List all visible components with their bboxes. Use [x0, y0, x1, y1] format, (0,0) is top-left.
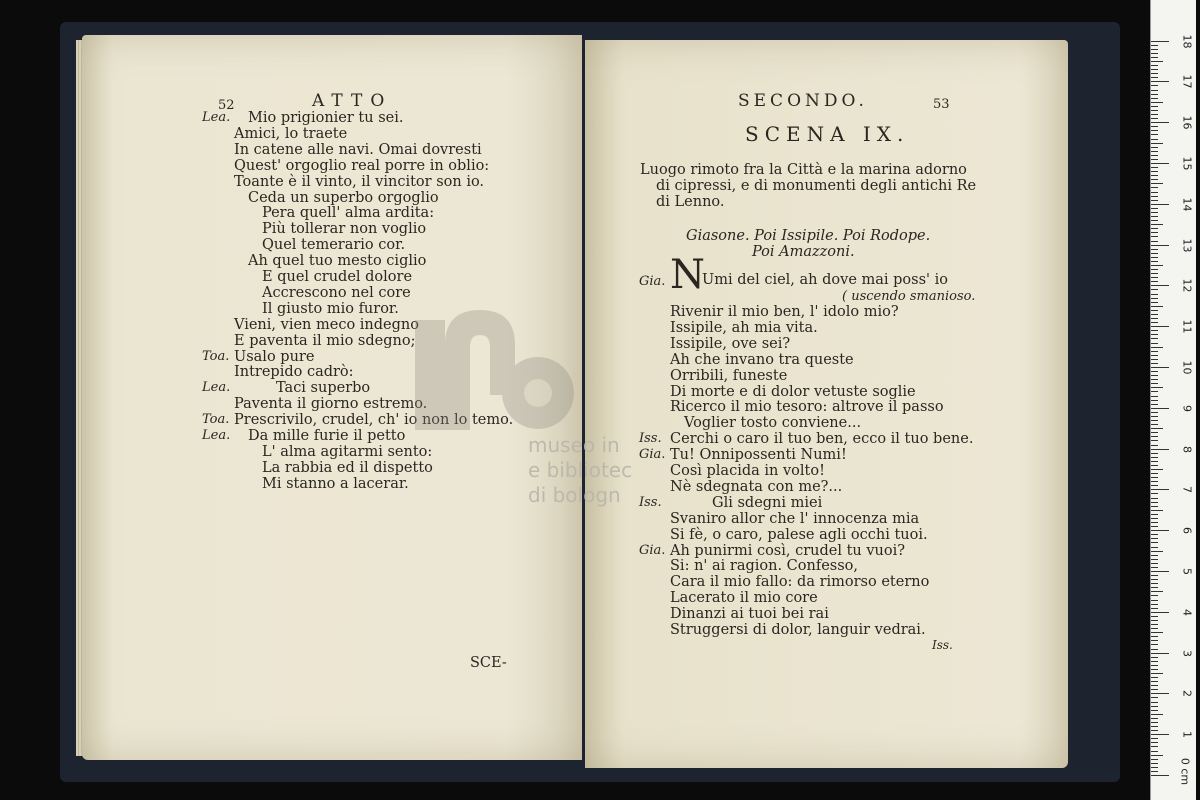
verse-line: Rivenir il mio ben, l' idolo mio? — [670, 304, 899, 320]
verse-line: Si: n' ai ragion. Confesso, — [670, 558, 859, 575]
scene-title: SCENA IX. — [745, 122, 910, 146]
ruler-tick — [1151, 644, 1158, 645]
ruler-number: 16 — [1180, 115, 1194, 130]
ruler-tick — [1151, 330, 1158, 331]
verse-line: Dinanzi ai tuoi bei rai — [670, 606, 829, 623]
ruler-tick — [1151, 583, 1158, 584]
ruler-tick — [1151, 522, 1158, 523]
ruler-tick — [1151, 436, 1158, 437]
ruler-tick — [1151, 649, 1158, 650]
ruler-tick — [1151, 171, 1158, 172]
ruler-number: 17 — [1180, 74, 1194, 89]
ruler-tick — [1151, 465, 1158, 466]
ruler-tick — [1151, 759, 1158, 760]
ruler-tick — [1151, 498, 1158, 499]
verse-line: Lacerato il mio core — [670, 590, 818, 607]
ruler-tick — [1151, 367, 1169, 368]
verse-line: Voglier tosto conviene... — [684, 415, 862, 432]
ruler-tick — [1151, 139, 1158, 140]
ruler-tick — [1151, 306, 1163, 307]
speaker-label: Lea. — [202, 380, 231, 396]
ruler-tick — [1151, 192, 1158, 193]
speaker-label: Iss. — [639, 431, 662, 447]
ruler-tick — [1151, 624, 1158, 625]
ruler-unit-label: 0 cm — [1178, 757, 1192, 786]
ruler-tick — [1151, 477, 1158, 478]
ruler-tick — [1151, 200, 1158, 201]
ruler-tick — [1151, 420, 1158, 421]
ruler-tick — [1151, 228, 1158, 229]
ruler-tick — [1151, 693, 1169, 694]
ruler-tick — [1151, 400, 1158, 401]
characters-line-2: Poi Amazzoni. — [752, 244, 855, 260]
left-running-head: ATTO — [312, 91, 393, 111]
verse-line: Cerchi o caro il tuo ben, ecco il tuo bene. — [670, 431, 974, 448]
left-catchword: SCE- — [470, 655, 507, 671]
ruler-tick — [1151, 334, 1158, 335]
ruler-tick — [1151, 314, 1158, 315]
ruler-tick — [1151, 746, 1158, 747]
speaker-label: Toa. — [202, 348, 230, 364]
first-line: Umi del ciel, ah dove mai poss' io — [702, 272, 949, 288]
ruler-tick — [1151, 298, 1158, 299]
ruler-tick — [1151, 208, 1158, 209]
verse-line: Intrepido cadrò: — [234, 364, 354, 381]
ruler-tick — [1151, 734, 1169, 735]
ruler-tick — [1151, 147, 1158, 148]
ruler-tick — [1151, 595, 1158, 596]
ruler-number: 6 — [1180, 527, 1194, 535]
ruler-tick — [1151, 702, 1158, 703]
ruler-tick — [1151, 510, 1163, 511]
ruler-tick — [1151, 620, 1158, 621]
verse-line: Ah punirmi così, crudel tu vuoi? — [670, 542, 906, 559]
verse-line: Amici, lo traete — [234, 125, 348, 142]
verse-line: Mi stanno a lacerar. — [262, 475, 409, 492]
ruler-tick — [1151, 73, 1158, 74]
ruler-tick — [1151, 69, 1158, 70]
ruler-tick — [1151, 134, 1158, 135]
ruler-tick — [1151, 730, 1158, 731]
ruler-tick — [1151, 326, 1169, 327]
ruler-tick — [1151, 155, 1158, 156]
ruler-tick — [1151, 685, 1158, 686]
ruler-tick — [1151, 481, 1158, 482]
ruler-tick — [1151, 616, 1158, 617]
verse-line: Ceda un superbo orgoglio — [248, 189, 439, 206]
ruler-tick — [1151, 343, 1158, 344]
ruler-tick — [1151, 163, 1169, 164]
verse-line: Paventa il giorno estremo. — [234, 396, 428, 413]
ruler-tick — [1151, 767, 1158, 768]
ruler-tick — [1151, 677, 1158, 678]
ruler-tick — [1151, 571, 1169, 572]
ruler-tick — [1151, 126, 1158, 127]
speaker-label: Lea. — [202, 428, 231, 443]
ruler-tick — [1151, 457, 1158, 458]
ruler-tick — [1151, 608, 1158, 609]
ruler-tick — [1151, 575, 1158, 576]
verse-line: Di morte e di dolor vetuste soglie — [670, 383, 916, 400]
ruler-tick — [1151, 714, 1163, 715]
characters-line-1: Giasone. Poi Issipile. Poi Rodope. — [686, 228, 931, 244]
ruler-tick — [1151, 489, 1169, 490]
library-logo-watermark — [410, 285, 580, 450]
verse-line: Usalo pure — [234, 348, 315, 365]
verse-line: Quest' orgoglio real porre in oblio: — [234, 157, 490, 174]
ruler-tick — [1151, 175, 1158, 176]
ruler-number: 4 — [1180, 608, 1194, 616]
verse-line: Cara il mio fallo: da rimorso eterno — [670, 574, 930, 591]
verse-line: Pera quell' alma ardita: — [262, 205, 435, 222]
ruler-tick — [1151, 404, 1158, 405]
ruler-tick — [1151, 555, 1158, 556]
ruler-tick — [1151, 493, 1158, 494]
verse-line: Tu! Onnipossenti Numi! — [670, 447, 847, 464]
drop-cap: N — [670, 252, 705, 298]
ruler-tick — [1151, 122, 1169, 123]
verse-line: Mio prigionier tu sei. — [248, 110, 404, 126]
speaker-label: Lea. — [202, 110, 231, 125]
left-page-number: 52 — [218, 98, 235, 113]
ruler-number: 8 — [1180, 445, 1194, 453]
verse-line: E paventa il mio sdegno; — [234, 332, 416, 349]
verse-line: Taci superbo — [276, 380, 371, 397]
ruler-tick — [1151, 371, 1158, 372]
setting-line-1: Luogo rimoto fra la Città e la marina adorno — [640, 162, 967, 178]
ruler-tick — [1151, 57, 1158, 58]
ruler-tick — [1151, 90, 1158, 91]
speaker-label: Gia. — [639, 542, 666, 558]
ruler-tick — [1151, 179, 1158, 180]
ruler-tick — [1151, 526, 1158, 527]
ruler-tick — [1151, 612, 1169, 613]
ruler-tick — [1151, 220, 1158, 221]
verse-line: Nè sdegnata con me?... — [670, 478, 843, 495]
watermark-line-3: di bologn — [528, 483, 621, 507]
ruler-tick — [1151, 81, 1169, 82]
verse-line: Ah quel tuo mesto ciglio — [248, 253, 427, 270]
ruler-tick — [1151, 502, 1158, 503]
ruler-number: 15 — [1180, 156, 1194, 171]
ruler-tick — [1151, 485, 1158, 486]
right-running-head: SECONDO. — [738, 91, 868, 111]
verse-line: Da mille furie il petto — [248, 428, 406, 444]
ruler-tick — [1151, 591, 1163, 592]
ruler-tick — [1151, 187, 1158, 188]
ruler-tick — [1151, 106, 1158, 107]
ruler-tick — [1151, 269, 1158, 270]
verse-line: Orribili, funeste — [670, 367, 788, 384]
ruler-tick — [1151, 738, 1158, 739]
ruler-tick — [1151, 775, 1169, 776]
ruler-tick — [1151, 640, 1158, 641]
ruler-number: 3 — [1180, 649, 1194, 657]
ruler-tick — [1151, 587, 1158, 588]
ruler-tick — [1151, 538, 1158, 539]
ruler-tick — [1151, 273, 1158, 274]
ruler-tick — [1151, 249, 1158, 250]
watermark-line-1: museo in — [528, 433, 620, 457]
verse-line: Toante è il vinto, il vincitor son io. — [234, 173, 485, 190]
ruler-tick — [1151, 424, 1158, 425]
ruler-tick — [1151, 440, 1158, 441]
verse-line: Quel temerario cor. — [262, 237, 406, 254]
ruler-tick — [1151, 681, 1158, 682]
ruler-tick — [1151, 224, 1163, 225]
ruler-tick — [1151, 755, 1163, 756]
ruler-number: 1 — [1180, 731, 1194, 739]
watermark-line-2: e bibliotec — [528, 458, 633, 482]
ruler-tick — [1151, 85, 1158, 86]
ruler-tick — [1151, 742, 1158, 743]
ruler-tick — [1151, 94, 1158, 95]
ruler-tick — [1151, 518, 1158, 519]
ruler-tick — [1151, 428, 1163, 429]
ruler-tick — [1151, 322, 1158, 323]
verse-line: E quel crudel dolore — [262, 269, 413, 285]
verse-line: Prescrivilo, crudel, ch' io non lo temo. — [234, 412, 514, 429]
verse-line: Ricerco il mio tesoro: altrove il passo — [670, 399, 944, 416]
ruler-tick — [1151, 45, 1158, 46]
ruler-tick — [1151, 204, 1169, 205]
verse-line: Issipile, ove sei? — [670, 335, 791, 352]
ruler-tick — [1151, 253, 1158, 254]
ruler-number: 13 — [1180, 238, 1194, 253]
ruler-tick — [1151, 391, 1158, 392]
verse-line: Svaniro allor che l' innocenza mia — [670, 510, 920, 527]
right-page-number: 53 — [933, 97, 950, 112]
ruler-tick — [1151, 461, 1158, 462]
ruler-tick — [1151, 408, 1169, 409]
ruler-tick — [1151, 114, 1158, 115]
ruler-tick — [1151, 236, 1158, 237]
ruler-tick — [1151, 632, 1163, 633]
ruler-number: 11 — [1180, 319, 1194, 334]
ruler-tick — [1151, 102, 1163, 103]
ruler-tick — [1151, 41, 1169, 42]
measurement-ruler — [1150, 0, 1196, 800]
ruler-tick — [1151, 551, 1163, 552]
ruler-tick — [1151, 53, 1158, 54]
speaker-label: Toa. — [202, 412, 230, 428]
first-speaker: Gia. — [639, 274, 666, 289]
ruler-tick — [1151, 697, 1158, 698]
ruler-tick — [1151, 453, 1158, 454]
ruler-tick — [1151, 159, 1158, 160]
ruler-tick — [1151, 604, 1158, 605]
ruler-tick — [1151, 212, 1158, 213]
ruler-tick — [1151, 130, 1158, 131]
ruler-tick — [1151, 363, 1158, 364]
ruler-tick — [1151, 143, 1163, 144]
ruler-tick — [1151, 416, 1158, 417]
speaker-label: Gia. — [639, 447, 666, 463]
ruler-tick — [1151, 338, 1158, 339]
ruler-tick — [1151, 65, 1158, 66]
verse-line: Vieni, vien meco indegno — [234, 316, 419, 333]
ruler-tick — [1151, 196, 1158, 197]
verse-line: In catene alle navi. Omai dovresti — [234, 141, 482, 158]
ruler-tick — [1151, 473, 1158, 474]
ruler-tick — [1151, 689, 1158, 690]
speaker-label: Iss. — [639, 494, 662, 510]
verse-line: La rabbia ed il dispetto — [262, 459, 433, 476]
ruler-tick — [1151, 559, 1158, 560]
ruler-tick — [1151, 661, 1158, 662]
ruler-tick — [1151, 355, 1158, 356]
ruler-tick — [1151, 771, 1158, 772]
verse-line: Issipile, ah mia vita. — [670, 319, 818, 336]
ruler-number: 2 — [1180, 690, 1194, 698]
ruler-tick — [1151, 257, 1158, 258]
ruler-tick — [1151, 469, 1163, 470]
ruler-tick — [1151, 167, 1158, 168]
ruler-tick — [1151, 359, 1158, 360]
ruler-tick — [1151, 285, 1169, 286]
ruler-tick — [1151, 387, 1163, 388]
ruler-tick — [1151, 547, 1158, 548]
ruler-tick — [1151, 318, 1158, 319]
verse-line: Più tollerar non voglio — [262, 221, 427, 238]
ruler-tick — [1151, 665, 1158, 666]
ruler-tick — [1151, 412, 1158, 413]
right-catchword: Iss. — [932, 638, 953, 652]
ruler-tick — [1151, 294, 1158, 295]
ruler-tick — [1151, 673, 1163, 674]
ruler-tick — [1151, 151, 1158, 152]
ruler-tick — [1151, 542, 1158, 543]
ruler-tick — [1151, 628, 1158, 629]
ruler-tick — [1151, 351, 1158, 352]
ruler-tick — [1151, 245, 1169, 246]
ruler-tick — [1151, 600, 1158, 601]
ruler-tick — [1151, 636, 1158, 637]
ruler-tick — [1151, 265, 1163, 266]
ruler-tick — [1151, 302, 1158, 303]
ruler-tick — [1151, 375, 1158, 376]
ruler-tick — [1151, 432, 1158, 433]
ruler-tick — [1151, 98, 1158, 99]
ruler-tick — [1151, 763, 1158, 764]
ruler-tick — [1151, 514, 1158, 515]
ruler-tick — [1151, 710, 1158, 711]
verse-line: Il giusto mio furor. — [262, 300, 399, 317]
setting-line-3: di Lenno. — [656, 194, 725, 210]
verse-line: L' alma agitarmi sento: — [262, 443, 433, 460]
ruler-tick — [1151, 347, 1163, 348]
ruler-number: 10 — [1180, 360, 1194, 375]
ruler-tick — [1151, 277, 1158, 278]
ruler-number: 18 — [1180, 34, 1194, 49]
verse-line: Struggersi di dolor, languir vedrai. — [670, 622, 926, 638]
ruler-tick — [1151, 77, 1158, 78]
ruler-tick — [1151, 563, 1158, 564]
verse-line: Così placida in volto! — [670, 463, 825, 479]
ruler-tick — [1151, 445, 1158, 446]
ruler-tick — [1151, 379, 1158, 380]
setting-line-2: di cipressi, e di monumenti degli antichi Re — [656, 178, 977, 194]
ruler-tick — [1151, 183, 1163, 184]
ruler-tick — [1151, 396, 1158, 397]
verse-line: Si fè, o caro, palese agli occhi tuoi. — [670, 526, 928, 543]
ruler-tick — [1151, 241, 1158, 242]
ruler-tick — [1151, 534, 1158, 535]
ruler-tick — [1151, 232, 1158, 233]
verse-line: Ah che invano tra queste — [670, 351, 854, 368]
ruler-number: 9 — [1180, 404, 1194, 412]
ruler-number: 7 — [1180, 486, 1194, 494]
ruler-tick — [1151, 118, 1158, 119]
ruler-tick — [1151, 657, 1158, 658]
ruler-tick — [1151, 261, 1158, 262]
ruler-number: 14 — [1180, 197, 1194, 212]
ruler-tick — [1151, 449, 1169, 450]
ruler-tick — [1151, 61, 1163, 62]
ruler-tick — [1151, 751, 1158, 752]
ruler-tick — [1151, 669, 1158, 670]
ruler-tick — [1151, 49, 1158, 50]
ruler-tick — [1151, 579, 1158, 580]
ruler-tick — [1151, 506, 1158, 507]
ruler-tick — [1151, 110, 1158, 111]
ruler-tick — [1151, 726, 1158, 727]
verse-line: Gli sdegni miei — [712, 494, 823, 511]
ruler-tick — [1151, 216, 1158, 217]
ruler-tick — [1151, 289, 1158, 290]
ruler-tick — [1151, 383, 1158, 384]
ruler-tick — [1151, 722, 1158, 723]
ruler-tick — [1151, 281, 1158, 282]
ruler-tick — [1151, 530, 1169, 531]
ruler-tick — [1151, 653, 1169, 654]
verse-line: Accrescono nel core — [262, 284, 411, 301]
ruler-tick — [1151, 706, 1158, 707]
ruler-tick — [1151, 310, 1158, 311]
ruler-tick — [1151, 718, 1158, 719]
ruler-number: 12 — [1180, 278, 1194, 293]
ruler-number: 5 — [1180, 568, 1194, 575]
ruler-tick — [1151, 567, 1158, 568]
stage-direction: ( uscendo smanioso. — [842, 289, 976, 304]
